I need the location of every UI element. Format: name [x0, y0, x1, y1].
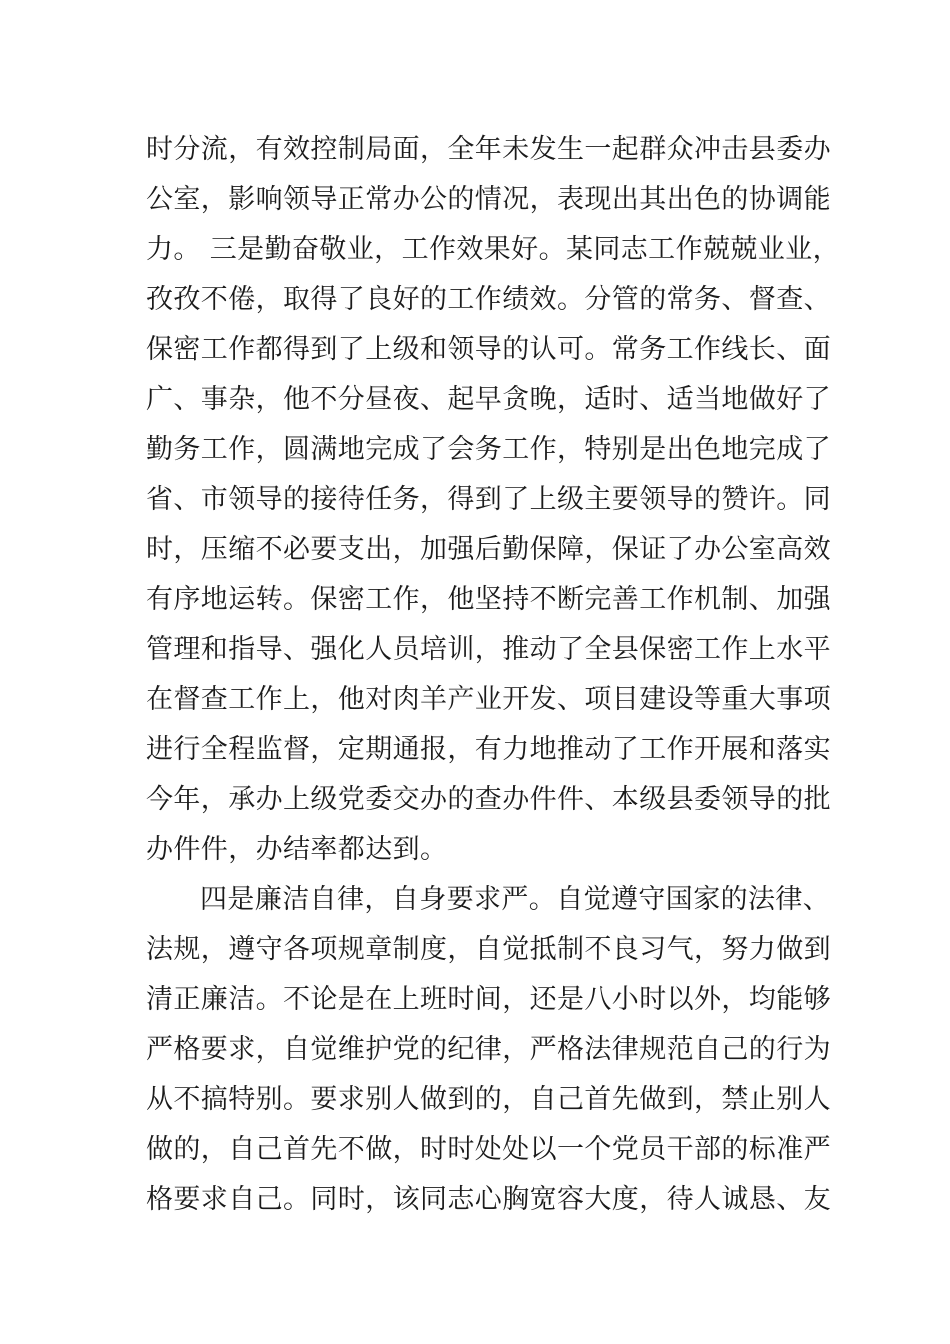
text-line: 公室，影响领导正常办公的情况，表现出其出色的协调能: [146, 184, 831, 215]
text-line: 广、事杂，他不分昼夜、起早贪晚，适时、适当地做好了: [146, 384, 831, 415]
text-line: 保密工作都得到了上级和领导的认可。常务工作线长、面: [146, 334, 831, 365]
text-line: 力。 三是勤奋敬业，工作效果好。某同志工作兢兢业业，: [146, 234, 840, 265]
text-line: 在督查工作上，他对肉羊产业开发、项目建设等重大事项: [146, 684, 831, 715]
text-line: 今年，承办上级党委交办的查办件件、本级县委领导的批: [146, 784, 831, 815]
text-line: 孜孜不倦，取得了良好的工作绩效。分管的常务、督查、: [146, 284, 831, 315]
text-line: 从不搞特别。要求别人做到的，自己首先做到，禁止别人: [146, 1084, 831, 1115]
text-line: 有序地运转。保密工作，他坚持不断完善工作机制、加强: [146, 584, 831, 615]
paragraph-first-line: 四是廉洁自律，自身要求严。自觉遵守国家的法律、: [200, 884, 831, 915]
text-line: 进行全程监督，定期通报，有力地推动了工作开展和落实: [146, 734, 831, 765]
text-line: 时分流，有效控制局面，全年未发生一起群众冲击县委办: [146, 134, 831, 165]
text-line: 法规，遵守各项规章制度，自觉抵制不良习气，努力做到: [146, 934, 831, 965]
text-line: 格要求自己。同时，该同志心胸宽容大度，待人诚恳、友: [146, 1184, 831, 1215]
text-line: 省、市领导的接待任务，得到了上级主要领导的赞许。同: [146, 484, 831, 515]
text-line: 办件件，办结率都达到。: [146, 834, 448, 865]
text-line: 勤务工作，圆满地完成了会务工作，特别是出色地完成了: [146, 434, 831, 465]
text-line: 管理和指导、强化人员培训，推动了全县保密工作上水平: [146, 634, 831, 665]
text-line: 清正廉洁。不论是在上班时间，还是八小时以外，均能够: [146, 984, 831, 1015]
text-line: 做的，自己首先不做，时时处处以一个党员干部的标准严: [146, 1134, 831, 1165]
text-line: 严格要求，自觉维护党的纪律，严格法律规范自己的行为: [146, 1034, 831, 1065]
text-line: 时，压缩不必要支出，加强后勤保障，保证了办公室高效: [146, 534, 831, 565]
